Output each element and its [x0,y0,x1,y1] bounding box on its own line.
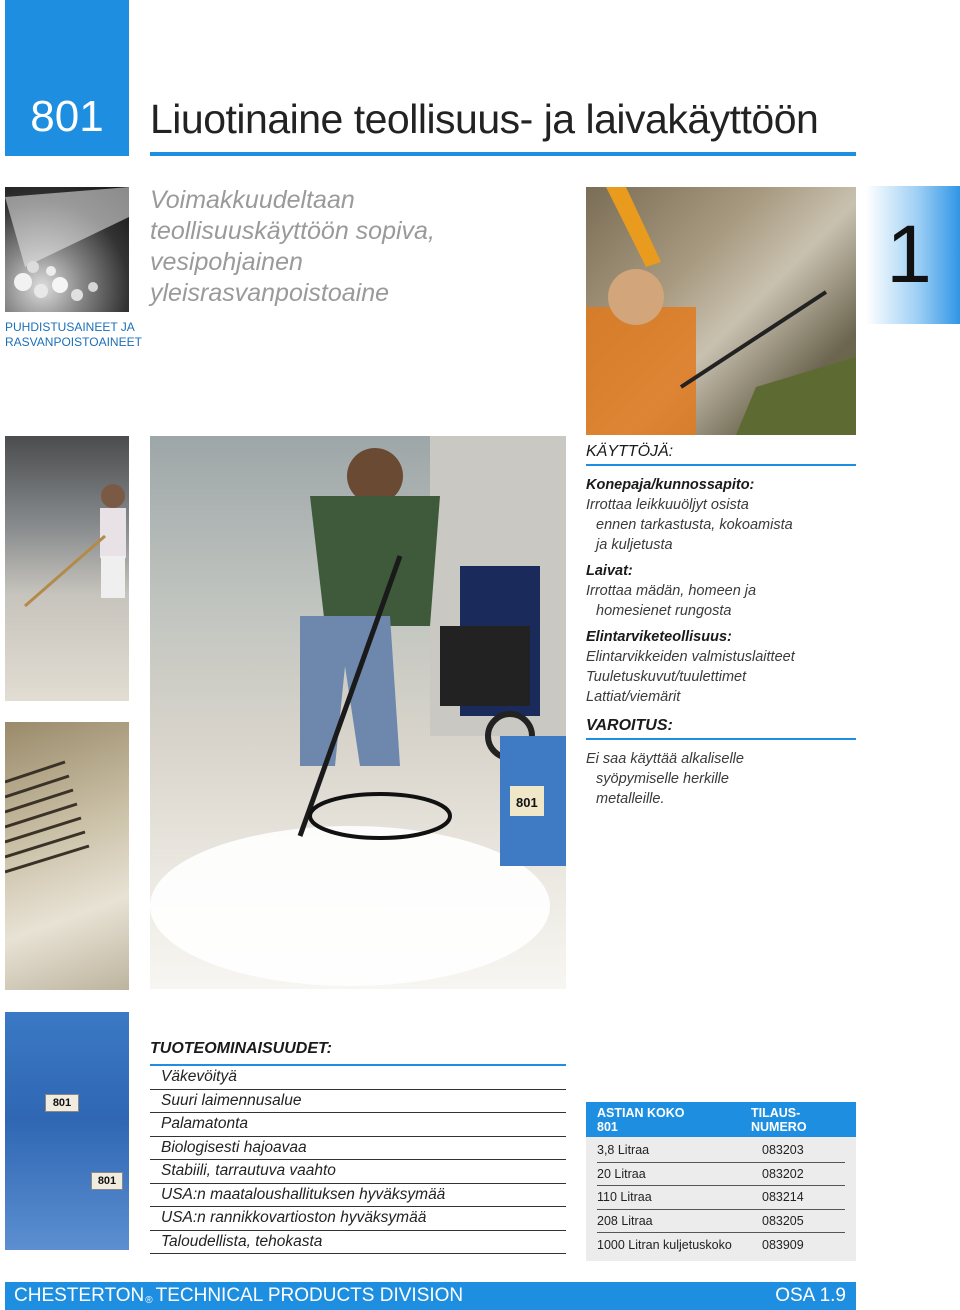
wall-cleaning-photo [586,187,856,435]
use-line: Elintarvikkeiden valmistuslaitteet [586,649,795,665]
order-table-body [586,1137,856,1261]
section-number: 1 [886,209,932,300]
category-line: RASVANPOISTOAINEET [5,335,142,349]
use-group-title: Elintarviketeollisuus: [586,629,732,645]
warning-heading: VAROITUS: [586,717,856,740]
title-divider [150,152,856,156]
feature-item: Palamatonta [150,1113,566,1137]
container-size-cell: 3,8 Litraa [597,1143,650,1158]
use-line: ennen tarkastusta, kokoamista [596,517,793,533]
header-line: ASTIAN KOKO [597,1106,685,1120]
order-number-cell: 083909 [762,1237,804,1252]
product-code-box [5,0,129,156]
uses-heading: KÄYTTÖJÄ: [586,443,856,466]
container-size-cell: 1000 Litran kuljetuskoko [597,1237,732,1252]
feature-item: USA:n rannikkovartioston hyväksymää [150,1207,566,1231]
use-line: Irrottaa leikkuuöljyt osista [586,497,749,513]
drum-label: 801 [45,1094,79,1112]
uses-section [586,443,856,809]
drum-label: 801 [91,1172,123,1190]
header-line: TILAUS- [751,1106,801,1120]
product-code: 801 [30,92,104,141]
drain-grate-graphic [5,722,129,990]
feature-item: Väkevöityä [150,1066,566,1090]
table-row [597,1139,845,1163]
page-footer [5,1282,856,1310]
warning-line: Ei saa käyttää alkaliselle [586,751,744,767]
spray-droplets-graphic [5,187,129,312]
division-name: TECHNICAL PRODUCTS DIVISION [155,1285,464,1306]
use-group-title: Konepaja/kunnossapito: [586,477,755,493]
pressure-washer-photo [150,436,566,989]
header-line: 801 [597,1120,618,1134]
container-size-header [586,1106,751,1137]
table-row [597,1233,845,1257]
container-size-cell: 208 Litraa [597,1213,653,1228]
table-row [597,1186,845,1210]
order-number-cell: 083202 [762,1166,804,1181]
floor-mopping-photo [5,436,129,701]
page-title: Liuotinaine teollisuus- ja laivakäyttöön [150,96,819,142]
pressure-washer-graphic [150,436,566,989]
order-table [586,1102,856,1261]
table-row [597,1210,845,1234]
use-group-title: Laivat: [586,563,633,579]
use-line: Lattiat/viemärit [586,689,681,705]
use-line: ja kuljetusta [596,537,673,553]
section-tab [866,186,960,324]
product-category [5,320,165,350]
feature-item: Stabiili, tarrautuva vaahto [150,1160,566,1184]
features-heading: TUOTEOMINAISUUDET: [150,1040,566,1066]
page-number: OSA 1.9 [775,1285,846,1306]
category-line: PUHDISTUSAINEET JA [5,320,135,334]
use-line: Tuuletuskuvut/tuulettimet [586,669,747,685]
feature-item: Suuri laimennusalue [150,1090,566,1114]
drum-label-text: 801 [516,795,538,810]
header-line: NUMERO [751,1120,807,1134]
warning-line: syöpymiselle herkille [596,771,729,787]
feature-item: USA:n maataloushallituksen hyväksymää [150,1184,566,1208]
container-size-cell: 110 Litraa [597,1190,652,1205]
order-number-header [751,1106,856,1137]
product-subtitle: Voimakkuudeltaan teollisuuskäyttöön sopiva, vesipohjainen yleisrasvanpoistoaine [150,186,435,307]
spray-thumbnail-image [5,187,129,312]
use-line: homesienet rungosta [596,603,732,619]
wall-cleaning-graphic [586,187,856,435]
use-line: Irrottaa mädän, homeen ja [586,583,757,599]
features-section [150,1040,566,1254]
order-number-cell: 083203 [762,1143,804,1158]
order-table-header [586,1102,856,1137]
feature-item: Biologisesti hajoavaa [150,1137,566,1161]
footer-brand [14,1285,463,1307]
drain-grate-photo [5,722,129,990]
container-size-cell: 20 Litraa [597,1166,646,1181]
floor-mopping-graphic [5,436,129,701]
product-drums-photo [5,1012,129,1250]
brand-name: CHESTERTON [14,1285,145,1306]
feature-item: Taloudellista, tehokasta [150,1231,566,1255]
order-number-cell: 083214 [762,1190,804,1205]
table-row [597,1163,845,1187]
order-number-cell: 083205 [762,1213,804,1228]
registered-mark: ® [145,1295,153,1306]
warning-line: metalleille. [596,791,665,807]
